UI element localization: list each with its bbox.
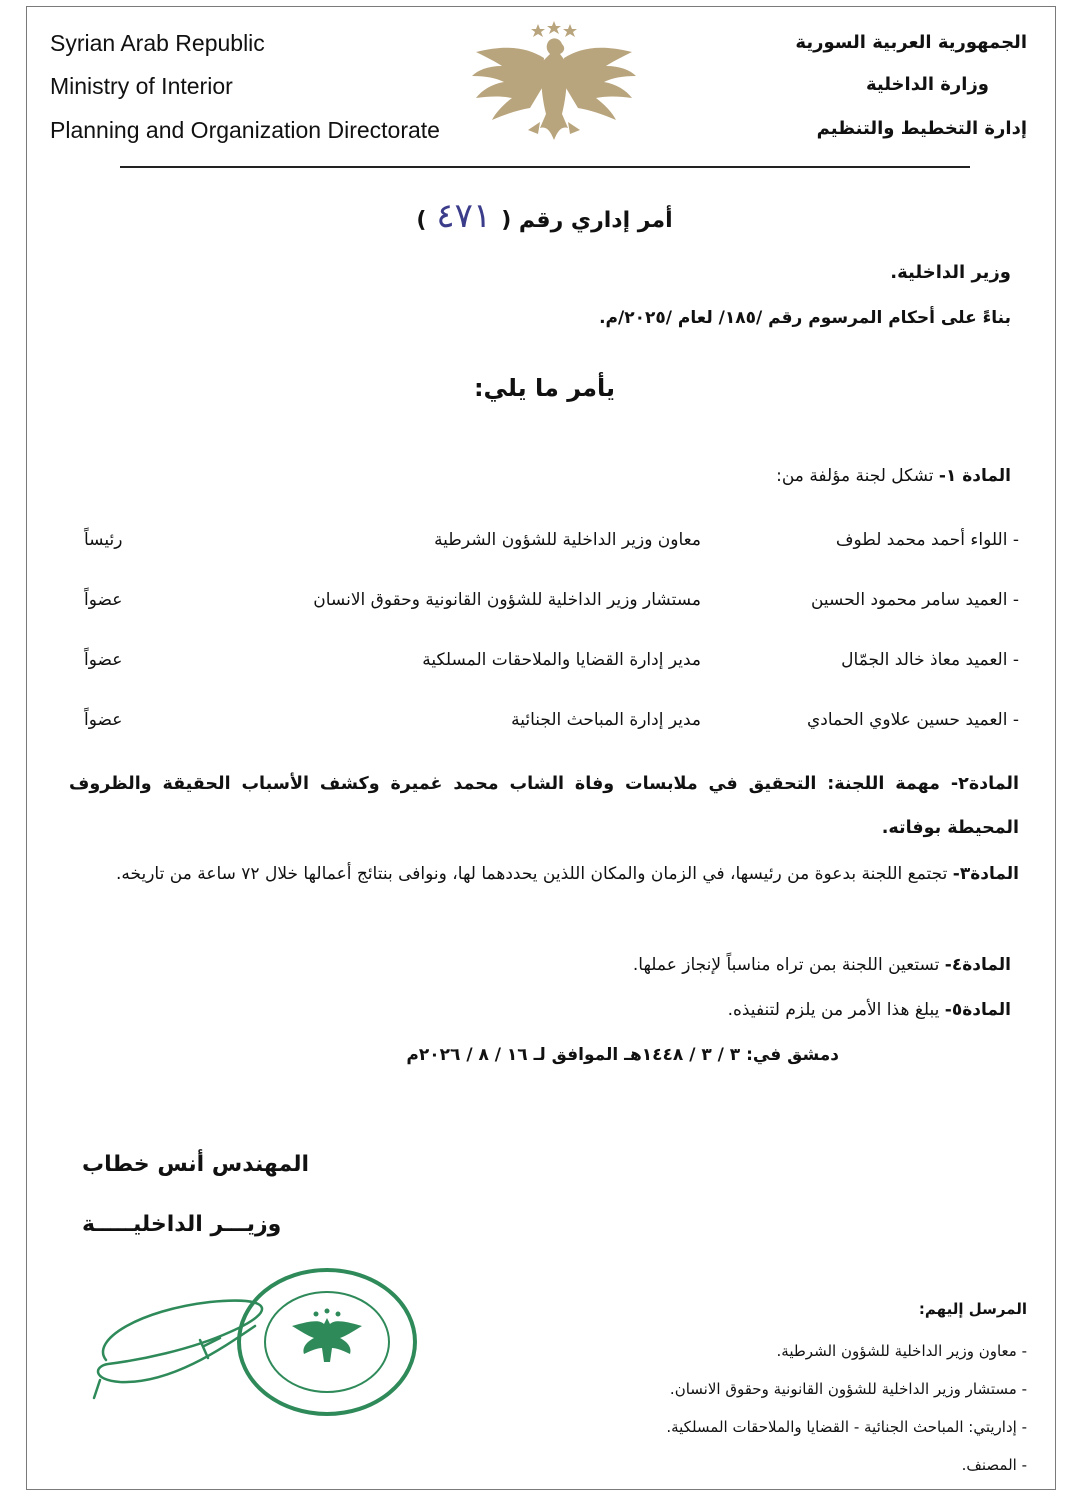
signatory-title: وزيـــر الداخليـــــة [82,1212,282,1237]
order-title-close: ) [416,208,427,233]
preamble-minister: وزير الداخلية. [890,262,1011,283]
article-3-label: المادة٣- [952,864,1019,884]
order-number: ٤٧١ [436,196,492,236]
header-ar-country: الجمهورية العربية السورية [795,32,1027,53]
member-name: - العميد سامر محمود الحسين [810,590,1019,610]
article-5-text: يبلغ هذا الأمر من يلزم لتنفيذه. [727,1000,940,1020]
date-line: دمشق في: ٣ / ٣ / ١٤٤٨هـ الموافق لـ ١٦ / ٨ / ٢٠٢٦م [406,1045,839,1065]
header-ar-directorate: إدارة التخطيط والتنظيم [816,118,1027,139]
header-ar-ministry: وزارة الداخلية [865,74,989,95]
member-role: عضواً [84,710,123,730]
member-title: مدير إدارة المباحث الجنائية [511,710,701,730]
header-en-directorate: Planning and Organization Directorate [50,117,440,143]
member-name: - العميد حسين علاوي الحمادي [806,710,1019,730]
article-1-text: تشكل لجنة مؤلفة من: [776,466,934,486]
preamble-based-on: بناءً على أحكام المرسوم رقم /١٨٥/ لعام /٢٠٢٥/م. [599,308,1011,328]
member-title: مدير إدارة القضايا والملاحقات المسلكية [422,650,701,670]
article-5 [728,1000,1011,1020]
member-row [80,650,1019,680]
recipients-heading: المرسل إليهم: [918,1300,1027,1318]
member-role: عضواً [84,650,123,670]
article-2-label: المادة٢- [950,774,1019,794]
article-5-label: المادة٥- [944,1000,1011,1020]
article-2-text: مهمة اللجنة: التحقيق في ملابسات وفاة الشاب محمد غميرة وكشف الأسباب الحقيقة والظروف المحيطة بوفاته. [69,774,1019,838]
article-1 [776,466,1011,486]
member-row [80,590,1019,620]
recipient-item: - إداريتي: المباحث الجنائية - القضايا والملاحقات المسلكية. [666,1418,1027,1436]
header-en-country: Syrian Arab Republic [50,30,265,56]
header-en-ministry: Ministry of Interior [50,73,233,99]
article-2 [69,762,1019,850]
eagle-emblem-icon [468,18,640,146]
member-name: - اللواء أحمد محمد لطوف [835,530,1019,550]
order-title-label: أمر إداري رقم ( [501,208,673,233]
member-role: عضواً [84,590,123,610]
preamble-orders: يأمر ما يلي: [473,374,616,402]
member-row [80,530,1019,560]
signatory-name: المهندس أنس خطاب [82,1152,309,1177]
member-role: رئيساً [84,530,123,550]
signature-icon [80,1280,300,1420]
article-4 [633,955,1011,975]
member-title: مستشار وزير الداخلية للشؤون القانونية وحقوق الانسان [313,590,701,610]
member-row [80,710,1019,740]
header-divider [120,166,970,168]
member-name: - العميد معاذ خالد الجمّال [841,650,1019,670]
article-3 [69,852,1019,896]
recipient-item: - معاون وزير الداخلية للشؤون الشرطية. [776,1342,1027,1360]
article-4-text: تستعين اللجنة بمن تراه مناسباً لإنجاز عملها. [632,955,940,975]
article-4-label: المادة٤- [944,955,1011,975]
order-title [0,196,1089,236]
article-3-text: تجتمع اللجنة بدعوة من رئيسها، في الزمان والمكان اللذين يحددهما لها، ونوافى بنتائج أعمالها خلال ٧٢ ساعة من تاريخه. [116,864,948,884]
recipient-item: - مستشار وزير الداخلية للشؤون القانونية وحقوق الانسان. [669,1380,1027,1398]
recipient-item: - المصنف. [961,1456,1027,1474]
member-title: معاون وزير الداخلية للشؤون الشرطية [434,530,701,550]
article-1-label: المادة ١- [938,466,1011,486]
